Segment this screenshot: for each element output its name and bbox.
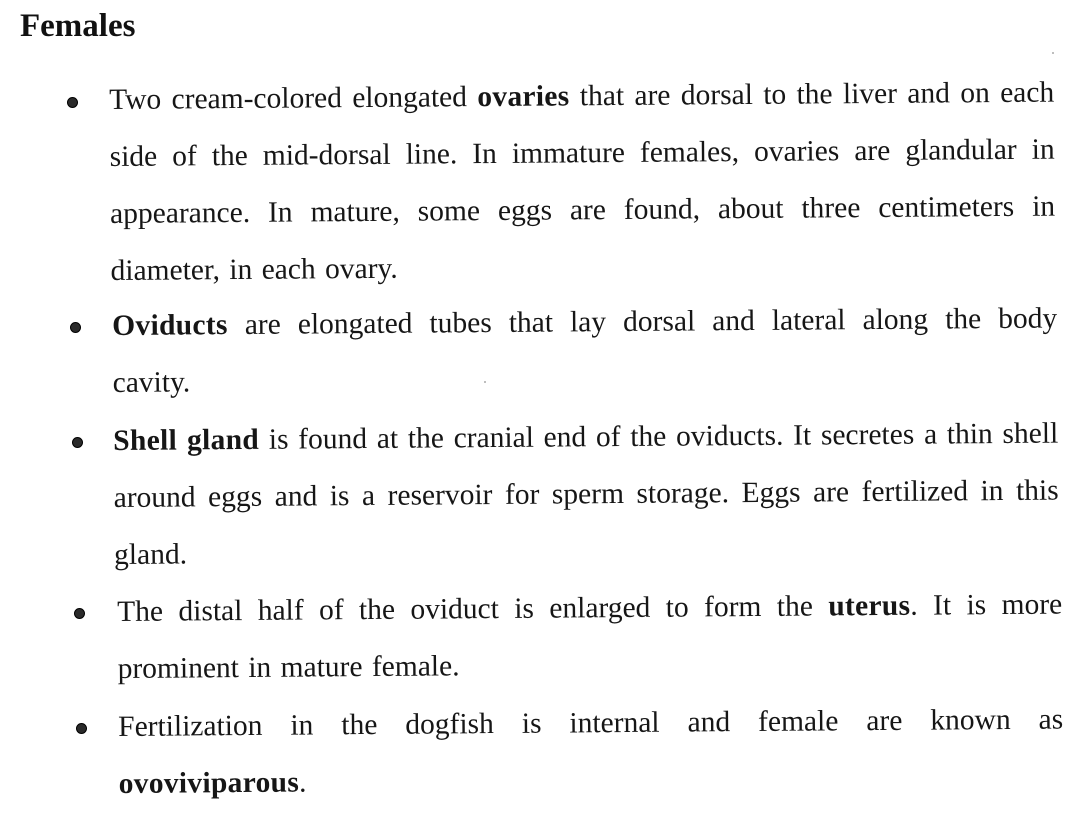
bullet-dot-icon [76, 723, 87, 734]
bullet-dot-icon [74, 608, 85, 619]
bullet-dot-icon [70, 322, 81, 333]
bullet-item-oviducts [112, 291, 1058, 412]
bullet-text: Two cream-colored elongated [109, 81, 477, 116]
bullet-bold-term: Oviducts [112, 309, 228, 342]
scan-speck [1052, 52, 1054, 54]
bullet-text: Fertilization in the dogfish is internal and female are known as [118, 704, 1063, 743]
bullet-bold-term: uterus [828, 590, 910, 623]
scan-speck [484, 381, 486, 383]
bullet-bold-term: Shell gland [113, 424, 259, 457]
bullet-dot-icon [67, 97, 78, 108]
bullet-text: . It is more prominent in mature female. [118, 589, 1063, 685]
bullet-bold-term: ovoviviparous [119, 767, 300, 800]
bullet-bold-term: ovaries [477, 80, 569, 113]
bullet-dot-icon [72, 437, 83, 448]
bullet-item-uterus [117, 577, 1063, 698]
bullet-text: is found at the cranial end of the oviducts. It secretes a thin shell around eggs and is a reservoir for sperm storage. Eggs are fertilized in this gland. [114, 418, 1059, 571]
bullet-item-ovaries [109, 65, 1056, 300]
bullet-text: The distal half of the oviduct is enlarged to form the [117, 590, 828, 628]
bullet-text: . [299, 767, 307, 799]
bullet-item-fertilization [118, 692, 1064, 813]
bullet-item-shell-gland [113, 406, 1059, 584]
section-heading: Females [20, 8, 135, 45]
bullet-text: that are dorsal to the liver and on each side of the mid-dorsal line. In immature females, ovaries are glandular in appearance. In mature, some eggs are found, about three centimeters in diameter, in each ovary. [110, 77, 1056, 287]
bullet-text: are elongated tubes that lay dorsal and lateral along the body cavity. [113, 303, 1058, 399]
